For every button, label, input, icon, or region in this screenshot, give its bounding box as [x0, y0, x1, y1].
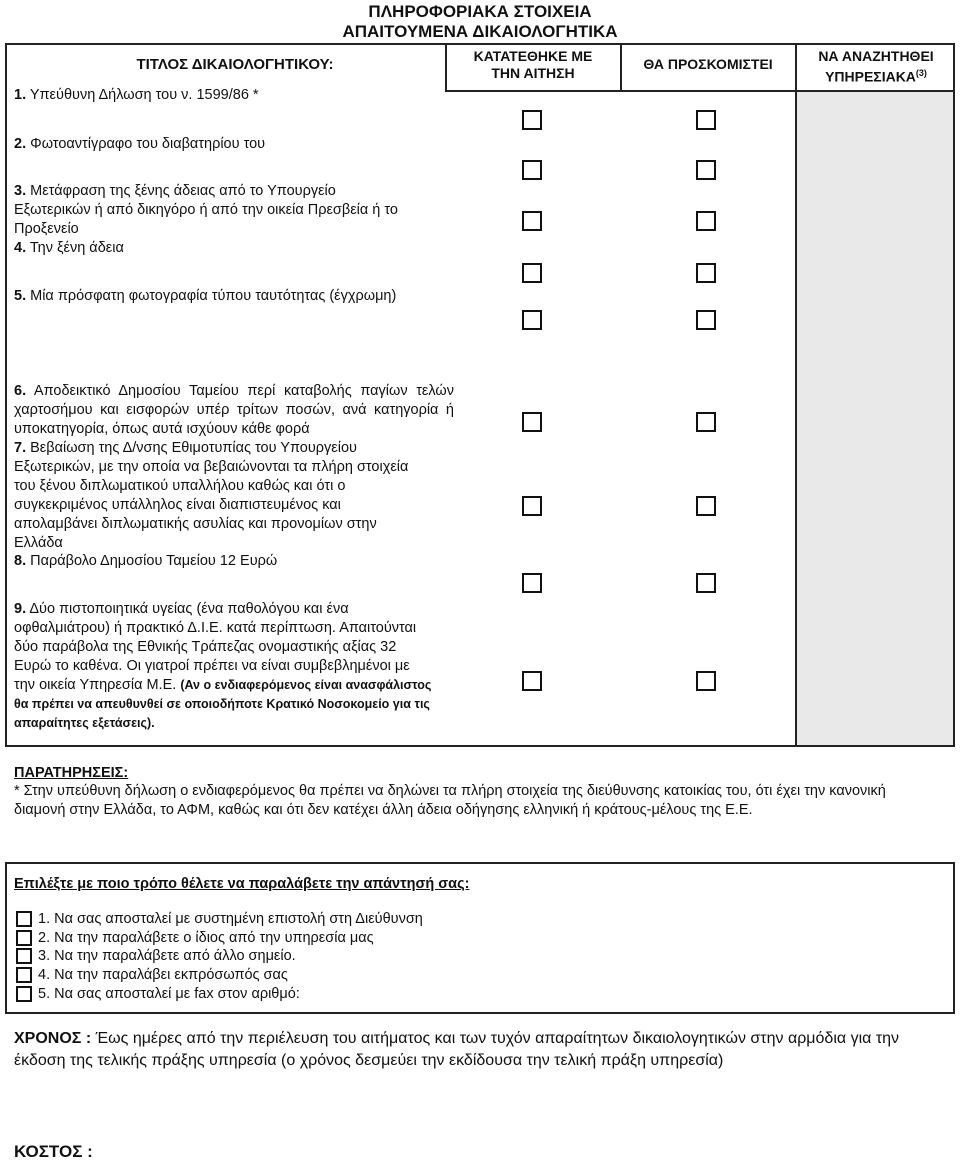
checkbox-item-1-submitted[interactable]	[522, 110, 542, 130]
col-service-l1: ΝΑ ΑΝΑΖΗΤΗΘΕΙ	[818, 48, 934, 64]
delivery-option-5-label: 5. Να σας αποσταλεί με fax στον αριθμό:	[38, 986, 300, 1002]
delivery-option-5-checkbox[interactable]	[16, 986, 32, 1002]
col-to-bring-header: ΘΑ ΠΡΟΣΚΟΜΙΣΤΕΙ	[643, 56, 773, 72]
item-8	[14, 552, 444, 571]
item-1	[14, 86, 444, 105]
delivery-option-3-checkbox[interactable]	[16, 948, 32, 964]
table-left-rule	[5, 43, 7, 747]
col-submitted-l1: ΚΑΤΑΤΕΘΗΚΕ ΜΕ	[473, 48, 593, 64]
col-submitted-header	[446, 48, 620, 82]
checkbox-item-7-submitted[interactable]	[522, 496, 542, 516]
checkbox-item-6-to-bring[interactable]	[696, 412, 716, 432]
header-line-1: ΠΛΗΡΟΦΟΡΙΑΚΑ ΣΤΟΙΧΕΙΑ	[368, 2, 592, 21]
checkbox-item-8-to-bring[interactable]	[696, 573, 716, 593]
service-column-shade-top	[797, 92, 953, 380]
checkbox-item-4-to-bring[interactable]	[696, 263, 716, 283]
item-4-text: Την ξένη άδεια	[29, 240, 124, 256]
cost-label: ΚΟΣΤΟΣ :	[14, 1142, 93, 1161]
delivery-option-4-label: 4. Να την παραλάβει εκπρόσωπός σας	[38, 967, 288, 983]
table-top-rule	[5, 43, 955, 45]
col-title-header: ΤΙΤΛΟΣ ΔΙΚΑΙΟΛΟΓΗΤΙΚΟΥ:	[136, 56, 334, 73]
checkbox-item-6-submitted[interactable]	[522, 412, 542, 432]
checkbox-item-3-submitted[interactable]	[522, 211, 542, 231]
delivery-title: Επιλέξτε με ποιο τρόπο θέλετε να παραλάβετε την απάντησή σας:	[14, 876, 470, 892]
col-service-l2-text: ΥΠΗΡΕΣΙΑΚΑ	[825, 68, 916, 85]
checkbox-item-3-to-bring[interactable]	[696, 211, 716, 231]
item-8-text: Παράβολο Δημοσίου Ταμείου 12 Ευρώ	[30, 553, 278, 569]
time-section	[14, 1028, 949, 1072]
time-text: Έως ημέρες από την περιέλευση του αιτήματος και των τυχόν απαραίτητων δικαιολογητικών στην αρμόδια για την έκδοση της τελικής πράξης υπηρεσία (ο χρόνος δεσμεύει την εκδίδουσα την τελική πράξη υπηρεσία)	[14, 1030, 900, 1069]
item-5-text: Μία πρόσφατη φωτογραφία τύπου ταυτότητας (έγχρωμη)	[30, 288, 397, 304]
delivery-option-4[interactable]	[16, 966, 288, 984]
checkbox-item-2-to-bring[interactable]	[696, 160, 716, 180]
item-7	[14, 439, 419, 553]
col-service-header	[797, 48, 955, 86]
checkbox-item-5-to-bring[interactable]	[696, 310, 716, 330]
item-5-num: 5.	[14, 288, 27, 304]
table-right-rule	[953, 43, 955, 747]
col-service-note: (3)	[915, 68, 927, 78]
item-9	[14, 600, 434, 733]
remarks-body: * Στην υπεύθυνη δήλωση ο ενδιαφερόμενος θα πρέπει να δηλώνει τα πλήρη στοιχεία της διεύθυνσης κατοικίας του, ότι έχει την κανονική διαμονή στην Ελλάδα, το ΑΦΜ, καθώς και ότι δεν κατέχει άλλη άδεια οδήγησης ελληνική ή κράτους-μέλους της Ε.Ε.	[14, 783, 886, 818]
header-line-2: ΑΠΑΙΤΟΥΜΕΝΑ ΔΙΚΑΙΟΛΟΓΗΤΙΚΑ	[342, 22, 618, 41]
item-6-text: Αποδεικτικό Δημοσίου Ταμείου περί καταβολής παγίων τελών χαρτοσήμου και εισφορών υπέρ τρίτων ποσών, ανά κατηγορία ή υποκατηγορία, όπως αυτά ισχύουν κάθε φορά	[14, 383, 454, 437]
checkbox-item-8-submitted[interactable]	[522, 573, 542, 593]
checkbox-item-2-submitted[interactable]	[522, 160, 542, 180]
delivery-option-3-label: 3. Να την παραλάβετε από άλλο σημείο.	[38, 948, 296, 964]
item-1-text: Υπεύθυνη Δήλωση του ν. 1599/86 *	[29, 87, 259, 103]
remarks-title: ΠΑΡΑΤΗΡΗΣΕΙΣ:	[14, 765, 129, 781]
delivery-option-2[interactable]	[16, 929, 374, 947]
item-1-num: 1.	[14, 87, 27, 103]
checkbox-item-9-to-bring[interactable]	[696, 671, 716, 691]
checkbox-item-4-submitted[interactable]	[522, 263, 542, 283]
item-6	[14, 382, 454, 439]
item-6-num: 6.	[14, 383, 27, 399]
time-label: ΧΡΟΝΟΣ :	[14, 1030, 92, 1047]
delivery-option-1-checkbox[interactable]	[16, 911, 32, 927]
checkbox-item-5-submitted[interactable]	[522, 310, 542, 330]
delivery-option-2-label: 2. Να την παραλάβετε ο ίδιος από την υπηρεσία μας	[38, 930, 374, 946]
checkbox-item-9-submitted[interactable]	[522, 671, 542, 691]
item-3-num: 3.	[14, 183, 27, 199]
item-3-text: Μετάφραση της ξένης άδειας από το Υπουργείο Εξωτερικών ή από δικηγόρο ή από την οικεία Πρεσβεία ή το Προξενείο	[14, 183, 398, 237]
delivery-option-2-checkbox[interactable]	[16, 930, 32, 946]
delivery-option-1-label: 1. Να σας αποσταλεί με συστημένη επιστολή στη Διεύθυνση	[38, 911, 423, 927]
item-7-text: Βεβαίωση της Δ/νσης Εθιμοτυπίας του Υπουργείου Εξωτερικών, με την οποία να βεβαιώνονται τα πλήρη στοιχεία του ξένου διπλωματικού υπαλλήλου καθώς και ότι ο συγκεκριμένος υπάλληλος είναι διαπιστευμένος και απολαμβάνει διπλωματικής ασυλίας και προνομίων στην Ελλάδα	[14, 440, 409, 551]
item-4	[14, 239, 444, 258]
item-9-bold-note: (Αν ο ενδιαφερόμενος είναι ανασφάλιστος θα πρέπει να απευθυνθεί σε οποιοδήποτε Κρατικό Νοσοκομείο για τις απαραίτητες εξετάσεις).	[14, 678, 432, 730]
delivery-option-3[interactable]	[16, 947, 296, 965]
item-5	[14, 287, 444, 306]
item-3	[14, 182, 414, 239]
item-4-num: 4.	[14, 240, 27, 256]
item-9-text: Δύο πιστοποιητικά υγείας (ένα παθολόγου και ένα οφθαλμιάτρου) ή πρακτικό Δ.Ι.Ε. κατά περίπτωση. Απαιτούνται δύο παράβολα της Εθνικής Τράπεζας ονομαστικής αξίας 32 Ευρώ το καθένα. Οι γιατροί πρέπει να είναι συμβεβλημένοι με την οικεία Υπηρεσία Μ.Ε.	[14, 601, 417, 693]
checkbox-item-1-to-bring[interactable]	[696, 110, 716, 130]
service-column-shade-bottom	[797, 380, 953, 745]
item-2-num: 2.	[14, 136, 27, 152]
item-2-text: Φωτοαντίγραφο του διαβατηρίου του	[30, 136, 266, 152]
col-submitted-l2: ΤΗΝ ΑΙΤΗΣΗ	[491, 65, 575, 81]
col-service-l2	[797, 65, 955, 86]
item-2	[14, 135, 444, 154]
delivery-option-1[interactable]	[16, 910, 423, 928]
delivery-option-4-checkbox[interactable]	[16, 967, 32, 983]
item-7-num: 7.	[14, 440, 27, 456]
item-8-num: 8.	[14, 553, 27, 569]
table-bottom-rule	[5, 745, 955, 747]
checkbox-item-7-to-bring[interactable]	[696, 496, 716, 516]
item-9-num: 9.	[14, 601, 27, 617]
delivery-option-5[interactable]	[16, 985, 300, 1003]
